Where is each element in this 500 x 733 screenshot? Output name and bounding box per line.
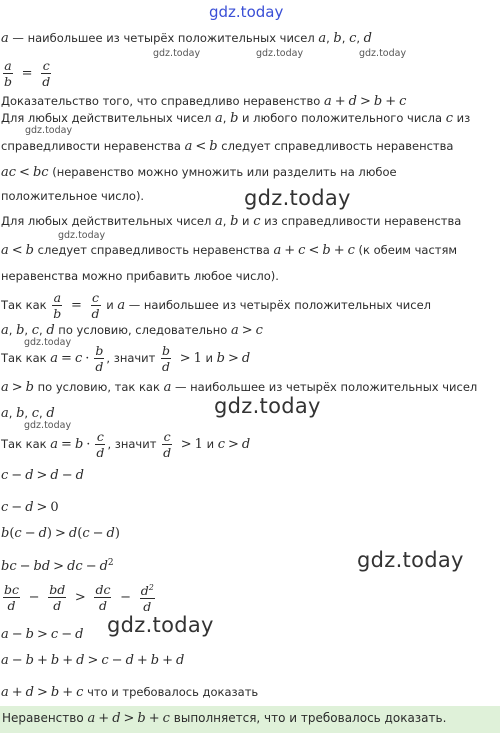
- goal-line: Доказательство того, что справедливо неравенство a + d > b + c: [1, 94, 407, 109]
- proof-line: $\frac{bc}{d}$ − $\frac{bd}{d}$ > $\frac{dc}{d}$ − $\frac{d^2}{d}$: [4, 581, 154, 615]
- watermark-small: gdz.today: [256, 48, 304, 59]
- proof-line: a + d > b + c что и требовалось доказать: [1, 685, 259, 700]
- lemma-line: неравенства можно прибавить любое число).: [1, 269, 279, 283]
- proof-line: b(c − d) > d(c − d): [1, 526, 120, 541]
- watermark-small: gdz.today: [24, 337, 72, 348]
- proof-line: Так как a = b · $\frac{c}{d}$ , значит $\frac{c}{d}$ > 1 и c > d: [1, 429, 251, 460]
- statement-line: a — наибольшее из четырёх положительных чисел a, b, c, d: [1, 31, 372, 46]
- watermark-small: gdz.today: [24, 420, 72, 431]
- proof-line: a − b + b + d > c − d + b + d: [1, 653, 185, 668]
- proof-line: bc − bd > dc − $d^2$: [1, 558, 114, 574]
- watermark-top: gdz.today: [209, 3, 284, 21]
- lemma-line: Для любых действительных чисел a, b и c из справедливости неравенства: [1, 214, 462, 229]
- watermark-large: gdz.today: [214, 394, 321, 418]
- watermark-small: gdz.today: [153, 48, 201, 59]
- result-line: Неравенство a + d > b + c выполняется, что и требовалось доказать.: [2, 711, 447, 726]
- proof-line: Так как a = c · $\frac{b}{d}$ , значит $\frac{b}{d}$ > 1 и b > d: [1, 343, 251, 374]
- watermark-small: gdz.today: [58, 230, 106, 241]
- proof-line: a − b > c − d: [1, 627, 84, 642]
- proof-line: a > b по условию, так как a — наибольшее из четырёх положительных чисел: [1, 380, 478, 395]
- proof-line: a, b, c, d по условию, следовательно a > c: [1, 323, 263, 338]
- lemma-line: ac < bc (неравенство можно умножить или разделить на любое: [1, 165, 397, 180]
- proof-line: a, b, c, d: [1, 406, 55, 421]
- proportion-line: $\frac{a}{b}$ = $\frac{c}{d}$: [4, 58, 51, 89]
- watermark-small: gdz.today: [359, 48, 407, 59]
- watermark-large: gdz.today: [107, 613, 214, 637]
- result-box: [0, 706, 500, 733]
- proof-line: c − d > d − d: [1, 468, 84, 483]
- lemma-line: положительное число).: [1, 189, 145, 203]
- proof-line: c − d > 0: [1, 500, 59, 515]
- lemma-line: a < b следует справедливость неравенства a + c < b + c (к обеим частям: [1, 243, 458, 258]
- watermark-small: gdz.today: [25, 125, 73, 136]
- proof-line: Так как $\frac{a}{b}$ = $\frac{c}{d}$ и a — наибольшее из четырёх положительных чисел: [1, 290, 432, 321]
- lemma-line: справедливости неравенства a < b следует справедливость неравенства: [1, 139, 454, 154]
- lemma-line: Для любых действительных чисел a, b и любого положительного числа c из: [1, 111, 471, 126]
- watermark-large: gdz.today: [244, 186, 351, 210]
- watermark-large: gdz.today: [357, 548, 464, 572]
